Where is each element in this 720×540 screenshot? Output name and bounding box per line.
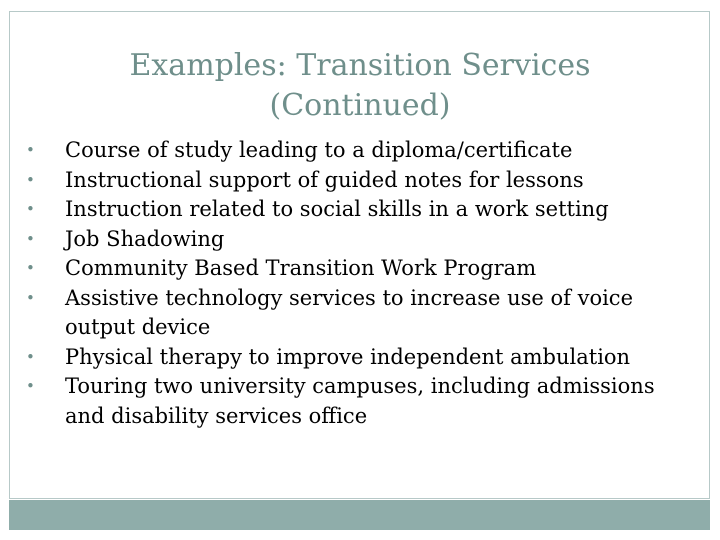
bullet-icon: • [26, 347, 35, 366]
list-item [24, 136, 696, 166]
list-item [24, 343, 696, 373]
list-item-text: Touring two university campuses, including admissions and disability services office [65, 374, 655, 428]
list-item [24, 225, 696, 255]
slide-title [60, 46, 660, 126]
list-item [24, 372, 696, 431]
list-item [24, 166, 696, 196]
title-line-1: Examples: Transition Services [129, 48, 591, 83]
bullet-icon: • [26, 229, 35, 248]
list-item-text: Community Based Transition Work Program [65, 256, 537, 280]
list-item [24, 254, 696, 284]
bullet-icon: • [26, 200, 35, 218]
list-item-text: Instruction related to social skills in a work setting [65, 197, 609, 221]
bullet-icon: • [26, 377, 35, 395]
list-item-text: Instructional support of guided notes for lessons [65, 167, 584, 192]
bullet-icon: • [26, 141, 35, 159]
bullet-icon: • [26, 288, 35, 307]
list-item-text: Assistive technology services to increase use of voice output device [65, 285, 633, 339]
list-item-text: Physical therapy to improve independent ambulation [65, 344, 631, 369]
bullet-icon: • [26, 170, 35, 189]
list-item [24, 284, 696, 343]
list-item-text: Job Shadowing [65, 226, 225, 251]
bullet-icon: • [26, 259, 35, 277]
title-line-2: (Continued) [269, 88, 451, 123]
list-item [24, 195, 696, 225]
bullet-list [24, 136, 696, 431]
footer-accent-bar [9, 500, 710, 530]
list-item-text: Course of study leading to a diploma/certificate [65, 138, 573, 162]
